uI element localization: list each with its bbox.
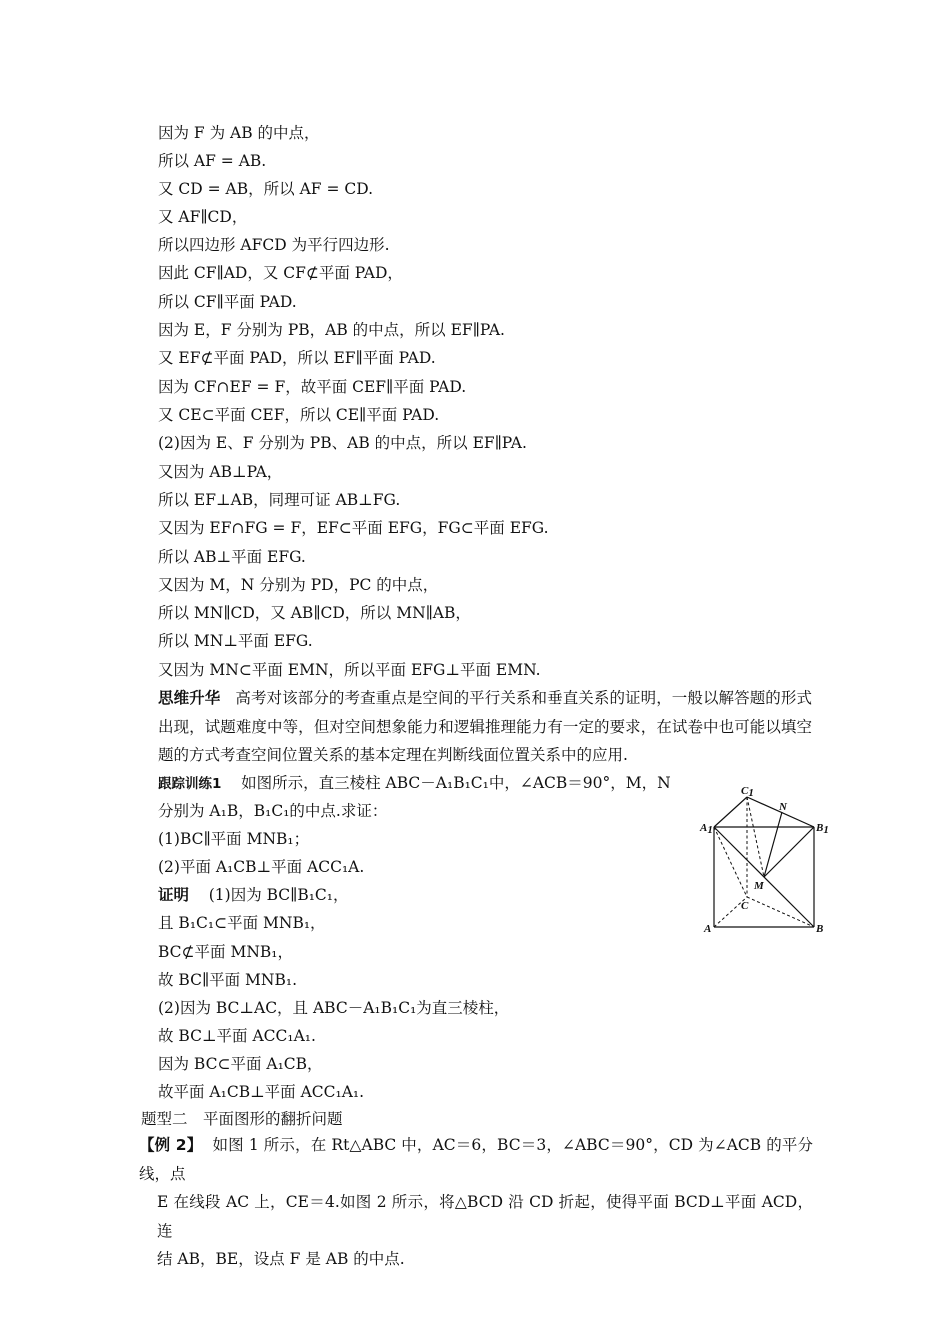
label-n: N xyxy=(779,801,787,813)
label-a: A xyxy=(704,923,712,935)
proof-line: 又因为 AB⊥PA， xyxy=(158,463,283,481)
proof-line: 因此 CF∥AD，又 CF⊄平面 PAD， xyxy=(158,264,403,282)
proof-line: 所以四边形 AFCD 为平行四边形. xyxy=(158,236,390,254)
proof-line: 又 CE⊂平面 CEF，所以 CE∥平面 PAD. xyxy=(158,406,440,424)
training-line-3: (1)BC∥平面 MNB₁； xyxy=(158,830,310,848)
label-m: M xyxy=(754,880,764,892)
proof-line: 所以 EF⊥AB，同理可证 AB⊥FG. xyxy=(158,491,401,509)
proof-line: 故 BC⊥平面 ACC₁A₁. xyxy=(158,1027,316,1045)
label-b: B xyxy=(816,923,824,935)
proof-line: 所以 AB⊥平面 EFG. xyxy=(158,548,306,566)
proof-line: 所以 AF = AB. xyxy=(158,152,267,170)
label-c1: C1 xyxy=(741,785,754,799)
training-line-1: 跟踪训练1 如图所示，直三棱柱 ABC－A₁B₁C₁中，∠ACB＝90°，M，N xyxy=(158,774,671,792)
training-label: 跟踪训练1 xyxy=(158,776,222,792)
thinking-label: 思维升华 xyxy=(158,689,221,707)
proof-line: 又 CD = AB，所以 AF = CD. xyxy=(158,180,374,198)
proof-line: 又因为 EF∩FG = F，EF⊂平面 EFG，FG⊂平面 EFG. xyxy=(158,519,549,537)
example-label: 【例 2】 xyxy=(139,1136,203,1154)
proof-line: 因为 BC⊂平面 A₁CB， xyxy=(158,1055,323,1073)
label-b1: B1 xyxy=(816,822,829,836)
proof-line: 且 B₁C₁⊂平面 MNB₁， xyxy=(158,914,326,932)
training-line-4: (2)平面 A₁CB⊥平面 ACC₁A. xyxy=(158,858,365,876)
proof-line: 故平面 A₁CB⊥平面 ACC₁A₁. xyxy=(158,1083,365,1101)
proof-line: 所以 MN∥CD，又 AB∥CD，所以 MN∥AB， xyxy=(158,604,471,622)
hidden-line-c1-m xyxy=(747,797,764,877)
training-line-2: 分别为 A₁B，B₁C₁的中点.求证： xyxy=(158,802,388,820)
proof-line: (2)因为 E、F 分别为 PB、AB 的中点，所以 EF∥PA. xyxy=(158,434,527,452)
proof-line: 因为 F 为 AB 的中点， xyxy=(158,124,320,142)
hidden-line-a1-c xyxy=(714,827,747,897)
proof-line: 故 BC∥平面 MNB₁. xyxy=(158,971,298,989)
proof-line: 因为 E，F 分别为 PB，AB 的中点，所以 EF∥PA. xyxy=(158,321,505,339)
edge-a1-c1 xyxy=(714,797,747,827)
proof-line: 又 EF⊄平面 PAD，所以 EF∥平面 PAD. xyxy=(158,349,436,367)
label-c: C xyxy=(741,900,749,912)
proof-line: 所以 CF∥平面 PAD. xyxy=(158,293,297,311)
hidden-edge-c-b xyxy=(747,897,814,927)
proof-line: 所以 MN⊥平面 EFG. xyxy=(158,632,313,650)
section-title: 题型二 平面图形的翻折问题 xyxy=(141,1110,343,1128)
thinking-text: 高考对该部分的考查重点是空间的平行关系和垂直关系的证明，一般以解答题的形式出现，试题难度中等，但对空间想象能力和逻辑推理能力有一定的要求，在试卷中也可能以填空题的方式考查空间位置关系的基本定理在判断线面位置关系中的应用. xyxy=(158,689,812,764)
proof-line: (2)因为 BC⊥AC，且 ABC－A₁B₁C₁为直三棱柱， xyxy=(158,999,510,1017)
example-paragraph: 【例 2】 如图 1 所示，在 Rt△ABC 中，AC＝6，BC＝3，∠ABC＝90°，CD 为∠ACB 的平分线，点 E 在线段 AC 上，CE＝4.如图 2 所示，将△BCD 沿 CD 折起，使得平面 BCD⊥平面 ACD，连 结 AB，BE，设点 F 是 AB 的中点. xyxy=(139,1136,813,1268)
proof-line: 又 AF∥CD， xyxy=(158,208,248,226)
proof-line: 又因为 M，N 分别为 PD，PC 的中点， xyxy=(158,576,439,594)
proof-line: BC⊄平面 MNB₁， xyxy=(158,943,293,961)
proof-label: 证明 xyxy=(158,886,190,904)
proof-line: 因为 CF∩EF = F，故平面 CEF∥平面 PAD. xyxy=(158,378,467,396)
thinking-paragraph xyxy=(158,684,812,770)
label-a1: A1 xyxy=(700,822,713,836)
proof-first-line: 证明 (1)因为 BC∥B₁C₁， xyxy=(158,886,349,904)
prism-figure xyxy=(696,780,836,940)
proof-line: 又因为 MN⊂平面 EMN，所以平面 EFG⊥平面 EMN. xyxy=(158,661,541,679)
